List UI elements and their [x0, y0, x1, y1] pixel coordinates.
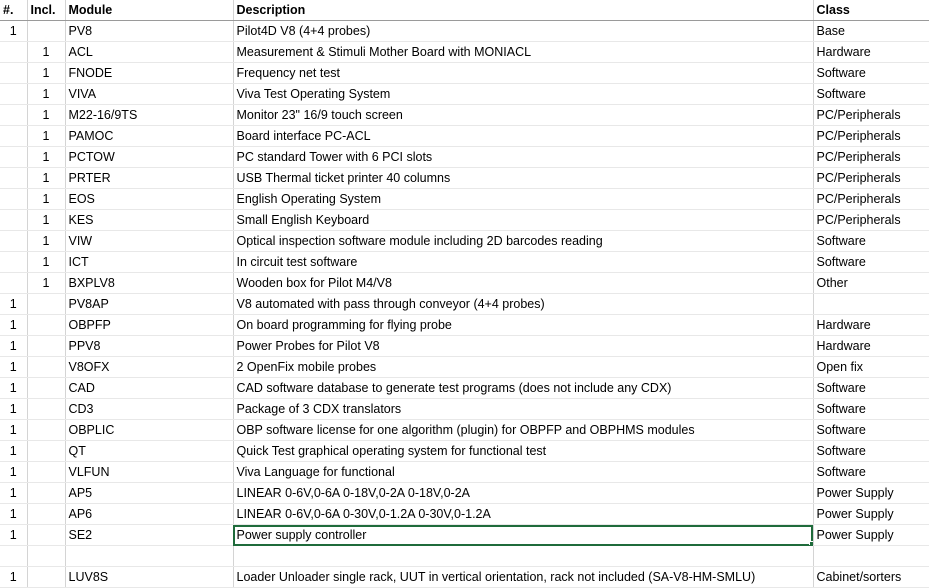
table-row: [0, 63, 929, 84]
table-row: [0, 42, 929, 63]
table-row: [0, 441, 929, 462]
table-row: [0, 168, 929, 189]
table-row: [0, 357, 929, 378]
column-header-description[interactable]: Description: [233, 0, 813, 21]
column-header-class[interactable]: Class: [813, 0, 929, 21]
cell-number[interactable]: [0, 63, 27, 84]
table-spacer-row: [0, 546, 929, 567]
cell-module[interactable]: PV8: [65, 21, 233, 42]
cell-included[interactable]: 1: [27, 42, 65, 63]
cell-class[interactable]: [813, 546, 929, 567]
cell-included[interactable]: 1: [27, 210, 65, 231]
cell-class[interactable]: Cabinet/sorters: [813, 567, 929, 588]
cell-included[interactable]: 1: [27, 168, 65, 189]
cell-number[interactable]: [0, 546, 27, 567]
cell-number[interactable]: 1: [0, 420, 27, 441]
cell-module[interactable]: AP6: [65, 504, 233, 525]
cell-module[interactable]: CD3: [65, 399, 233, 420]
cell-module[interactable]: PV8AP: [65, 294, 233, 315]
cell-description[interactable]: [233, 546, 813, 567]
cell-class[interactable]: Software: [813, 420, 929, 441]
cell-module[interactable]: OBPFP: [65, 315, 233, 336]
cell-class[interactable]: Power Supply: [813, 525, 929, 546]
cell-class[interactable]: PC/Peripherals: [813, 126, 929, 147]
cell-number[interactable]: [0, 84, 27, 105]
cell-class[interactable]: Software: [813, 441, 929, 462]
cell-module[interactable]: FNODE: [65, 63, 233, 84]
cell-module[interactable]: PRTER: [65, 168, 233, 189]
cell-number[interactable]: [0, 231, 27, 252]
cell-description[interactable]: Quick Test graphical operating system for functional test: [233, 441, 813, 462]
column-header-included[interactable]: Incl.: [27, 0, 65, 21]
cell-class[interactable]: PC/Peripherals: [813, 189, 929, 210]
cell-included[interactable]: 1: [27, 126, 65, 147]
table-row: [0, 378, 929, 399]
cell-class[interactable]: PC/Peripherals: [813, 147, 929, 168]
cell-description[interactable]: Loader Unloader single rack, UUT in vertical orientation, rack not included (SA-V8-HM-SMLU): [233, 567, 813, 588]
cell-included[interactable]: 1: [27, 252, 65, 273]
cell-number[interactable]: 1: [0, 567, 27, 588]
table-row: [0, 147, 929, 168]
cell-included[interactable]: [27, 525, 65, 546]
header-row: [0, 0, 929, 21]
cell-description[interactable]: Monitor 23" 16/9 touch screen: [233, 105, 813, 126]
cell-number[interactable]: [0, 189, 27, 210]
cell-included[interactable]: [27, 357, 65, 378]
cell-class[interactable]: Software: [813, 231, 929, 252]
cell-class[interactable]: [813, 294, 929, 315]
cell-class[interactable]: PC/Peripherals: [813, 210, 929, 231]
cell-number[interactable]: [0, 105, 27, 126]
cell-included[interactable]: [27, 567, 65, 588]
cell-description[interactable]: LINEAR 0-6V,0-6A 0-18V,0-2A 0-18V,0-2A: [233, 483, 813, 504]
cell-class[interactable]: Base: [813, 21, 929, 42]
cell-description[interactable]: V8 automated with pass through conveyor (4+4 probes): [233, 294, 813, 315]
cell-description[interactable]: Board interface PC-ACL: [233, 126, 813, 147]
cell-module[interactable]: V8OFX: [65, 357, 233, 378]
cell-number[interactable]: [0, 273, 27, 294]
table-row: [0, 126, 929, 147]
cell-description[interactable]: On board programming for flying probe: [233, 315, 813, 336]
cell-description[interactable]: Measurement & Stimuli Mother Board with MONIACL: [233, 42, 813, 63]
cell-description[interactable]: In circuit test software: [233, 252, 813, 273]
cell-class[interactable]: Hardware: [813, 336, 929, 357]
cell-module[interactable]: [65, 546, 233, 567]
table-row: [0, 252, 929, 273]
cell-included[interactable]: [27, 462, 65, 483]
cell-number[interactable]: [0, 42, 27, 63]
cell-class[interactable]: Software: [813, 84, 929, 105]
cell-number[interactable]: 1: [0, 336, 27, 357]
cell-class[interactable]: Software: [813, 378, 929, 399]
cell-included[interactable]: 1: [27, 84, 65, 105]
table-row: [0, 105, 929, 126]
cell-number[interactable]: [0, 168, 27, 189]
cell-description[interactable]: Frequency net test: [233, 63, 813, 84]
cell-included[interactable]: [27, 399, 65, 420]
cell-number[interactable]: 1: [0, 21, 27, 42]
cell-module[interactable]: ACL: [65, 42, 233, 63]
cell-included[interactable]: [27, 294, 65, 315]
cell-number[interactable]: 1: [0, 441, 27, 462]
cell-number[interactable]: 1: [0, 378, 27, 399]
cell-included[interactable]: [27, 336, 65, 357]
cell-number[interactable]: 1: [0, 399, 27, 420]
table-row: [0, 567, 929, 588]
cell-description[interactable]: Small English Keyboard: [233, 210, 813, 231]
cell-class[interactable]: Power Supply: [813, 483, 929, 504]
table-row: [0, 273, 929, 294]
cell-description[interactable]: Power Probes for Pilot V8: [233, 336, 813, 357]
cell-module[interactable]: M22-16/9TS: [65, 105, 233, 126]
table-body: [0, 21, 929, 588]
cell-module[interactable]: EOS: [65, 189, 233, 210]
cell-module[interactable]: PAMOC: [65, 126, 233, 147]
cell-class[interactable]: Power Supply: [813, 504, 929, 525]
cell-description[interactable]: CAD software database to generate test programs (does not include any CDX): [233, 378, 813, 399]
table-row: [0, 21, 929, 42]
cell-description[interactable]: Optical inspection software module including 2D barcodes reading: [233, 231, 813, 252]
cell-description[interactable]: Viva Language for functional: [233, 462, 813, 483]
cell-description[interactable]: Wooden box for Pilot M4/V8: [233, 273, 813, 294]
cell-module[interactable]: ICT: [65, 252, 233, 273]
cell-module[interactable]: OBPLIC: [65, 420, 233, 441]
cell-number[interactable]: [0, 126, 27, 147]
cell-number[interactable]: 1: [0, 483, 27, 504]
cell-description[interactable]: English Operating System: [233, 189, 813, 210]
cell-included[interactable]: [27, 420, 65, 441]
cell-description[interactable]: Viva Test Operating System: [233, 84, 813, 105]
cell-number[interactable]: 1: [0, 525, 27, 546]
cell-class[interactable]: Software: [813, 399, 929, 420]
cell-number[interactable]: 1: [0, 357, 27, 378]
table-row: [0, 84, 929, 105]
cell-included[interactable]: 1: [27, 147, 65, 168]
cell-module[interactable]: VIVA: [65, 84, 233, 105]
cell-description[interactable]: PC standard Tower with 6 PCI slots: [233, 147, 813, 168]
table-row: [0, 315, 929, 336]
cell-description[interactable]: LINEAR 0-6V,0-6A 0-30V,0-1.2A 0-30V,0-1.2A: [233, 504, 813, 525]
cell-included[interactable]: [27, 441, 65, 462]
table-header: [0, 0, 929, 21]
cell-class[interactable]: PC/Peripherals: [813, 105, 929, 126]
column-header-module[interactable]: Module: [65, 0, 233, 21]
column-header-number[interactable]: #.: [0, 0, 27, 21]
table-row: [0, 231, 929, 252]
table-row: [0, 189, 929, 210]
cell-module[interactable]: QT: [65, 441, 233, 462]
cell-included[interactable]: [27, 21, 65, 42]
table-row: [0, 210, 929, 231]
cell-module[interactable]: VLFUN: [65, 462, 233, 483]
table-row: [0, 399, 929, 420]
cell-class[interactable]: Software: [813, 63, 929, 84]
cell-included[interactable]: [27, 483, 65, 504]
cell-included[interactable]: 1: [27, 273, 65, 294]
cell-class[interactable]: Hardware: [813, 315, 929, 336]
cell-description-selected[interactable]: Power supply controller: [233, 525, 813, 546]
cell-module[interactable]: AP5: [65, 483, 233, 504]
table-row: [0, 483, 929, 504]
cell-class[interactable]: Software: [813, 462, 929, 483]
cell-module[interactable]: SE2: [65, 525, 233, 546]
cell-description[interactable]: 2 OpenFix mobile probes: [233, 357, 813, 378]
cell-module[interactable]: VIW: [65, 231, 233, 252]
cell-module[interactable]: CAD: [65, 378, 233, 399]
cell-class[interactable]: PC/Peripherals: [813, 168, 929, 189]
cell-number[interactable]: 1: [0, 315, 27, 336]
cell-number[interactable]: 1: [0, 462, 27, 483]
table-row: [0, 504, 929, 525]
cell-description[interactable]: USB Thermal ticket printer 40 columns: [233, 168, 813, 189]
cell-module[interactable]: BXPLV8: [65, 273, 233, 294]
cell-included[interactable]: 1: [27, 189, 65, 210]
cell-module[interactable]: KES: [65, 210, 233, 231]
cell-number[interactable]: [0, 147, 27, 168]
cell-number[interactable]: 1: [0, 504, 27, 525]
cell-class[interactable]: Other: [813, 273, 929, 294]
cell-description[interactable]: Pilot4D V8 (4+4 probes): [233, 21, 813, 42]
cell-class[interactable]: Software: [813, 252, 929, 273]
cell-class[interactable]: Hardware: [813, 42, 929, 63]
table-row: [0, 336, 929, 357]
table-row: [0, 525, 929, 546]
cell-included[interactable]: [27, 315, 65, 336]
table-row: [0, 294, 929, 315]
cell-included[interactable]: [27, 546, 65, 567]
cell-included[interactable]: [27, 378, 65, 399]
cell-number[interactable]: [0, 210, 27, 231]
cell-module[interactable]: PCTOW: [65, 147, 233, 168]
cell-description[interactable]: Package of 3 CDX translators: [233, 399, 813, 420]
cell-module[interactable]: LUV8S: [65, 567, 233, 588]
cell-module[interactable]: PPV8: [65, 336, 233, 357]
table-row: [0, 420, 929, 441]
cell-included[interactable]: 1: [27, 105, 65, 126]
cell-included[interactable]: 1: [27, 231, 65, 252]
cell-included[interactable]: 1: [27, 63, 65, 84]
cell-included[interactable]: [27, 504, 65, 525]
table-row: [0, 462, 929, 483]
cell-number[interactable]: [0, 252, 27, 273]
cell-number[interactable]: 1: [0, 294, 27, 315]
cell-description[interactable]: OBP software license for one algorithm (plugin) for OBPFP and OBPHMS modules: [233, 420, 813, 441]
cell-class[interactable]: Open fix: [813, 357, 929, 378]
